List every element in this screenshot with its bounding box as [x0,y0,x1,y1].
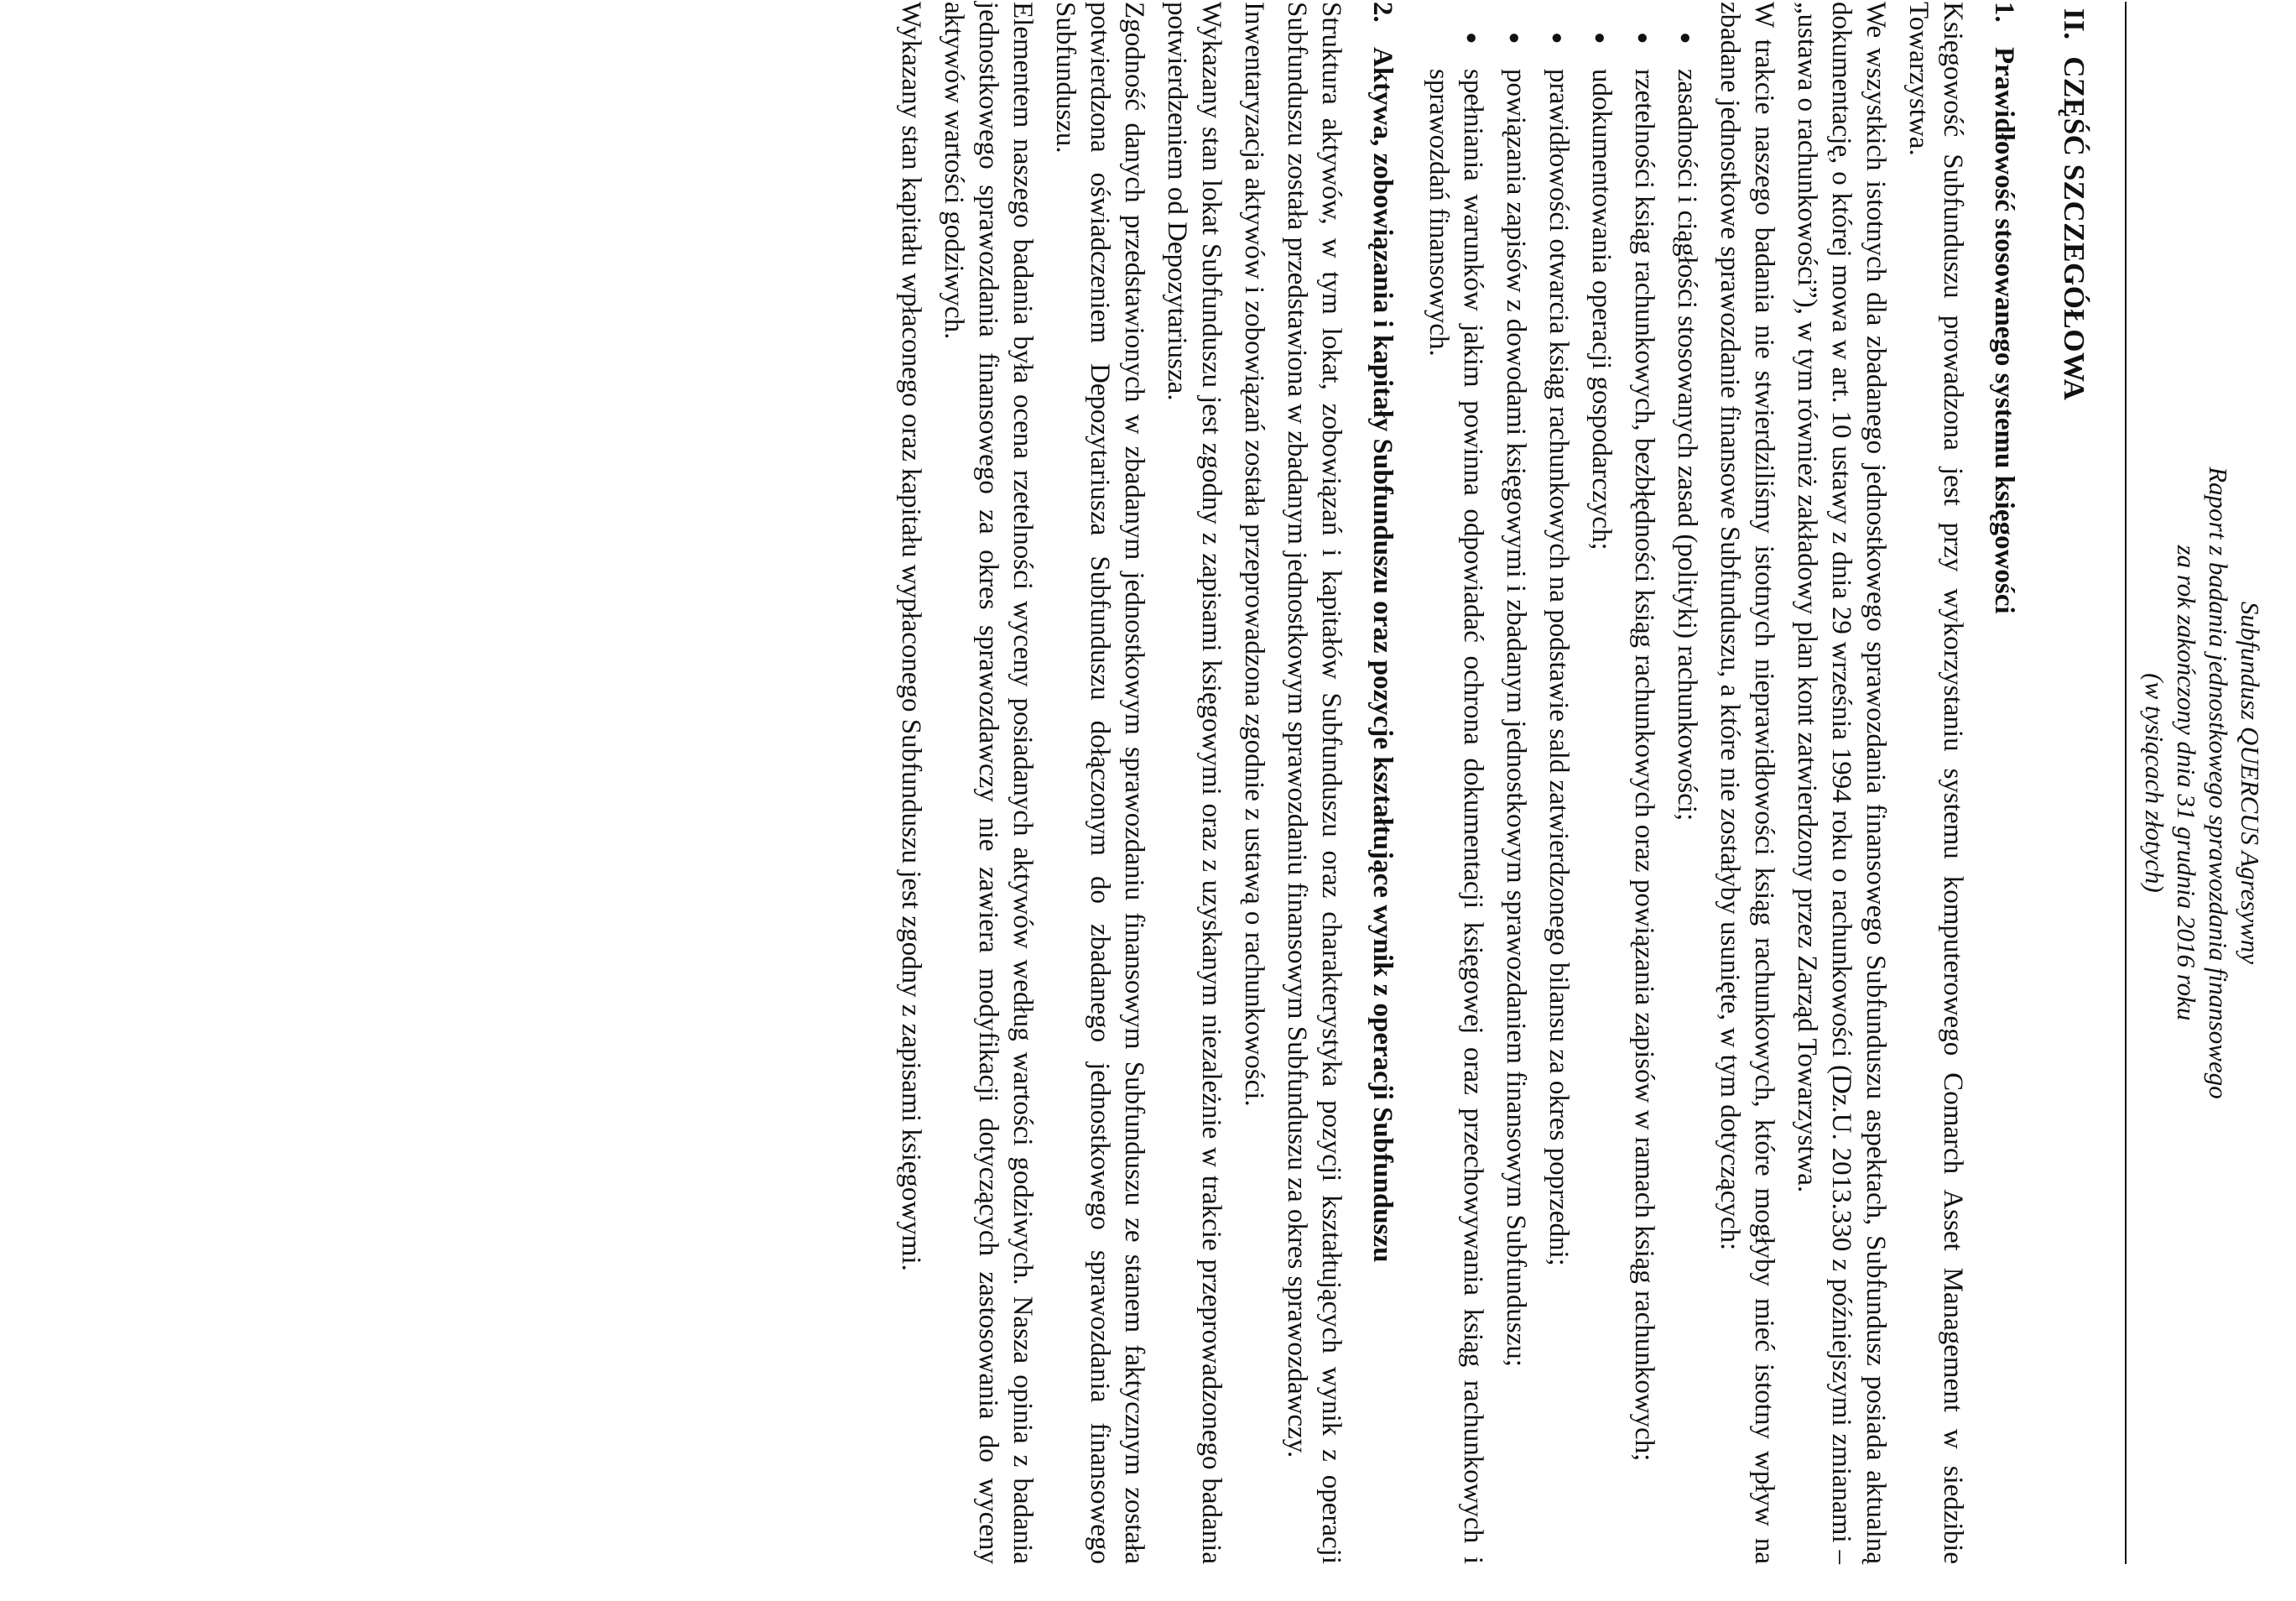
paragraph: Struktura aktywów, w tym lokat, zobowiązań i kapitałów Subfunduszu oraz charakterystyka pozycji kształtujących wynik z operacji Subfunduszu została przedstawiona w zbadanym jednostkowym sprawozdaniu finansowym Subfunduszu za okres sprawozdawczy. [1282,2,1346,1564]
section-number: 1. [1989,2,2019,23]
header-fund-name: Subfundusz QUERCUS Agresywny [2236,601,2265,965]
header-period: za rok zakończony dnia 31 grudnia 2016 roku [2172,545,2201,1021]
bullet-icon: ● [1632,32,1653,44]
bullet-icon: ● [1460,32,1482,44]
list-item: ● udokumentowania operacji gospodarczych; [1586,32,1617,550]
section-accounting-system [1421,2,2021,1564]
paragraph: Elementem naszego badania była ocena rzetelności wyceny posiadanych aktywów według wartości godziwych. Nasza opinia z badania jednostkowego sprawozdania finansowego za okres sprawozdawczy nie zawiera modyfikacji dotyczących zastosowania do wyceny aktywów wartości godziwych. [939,2,1038,1564]
part-title: CZĘŚĆ SZCZEGÓŁOWA [2058,56,2090,401]
list-item: ● zasadności i ciągłości stosowanych zasad (polityki) rachunkowości; [1672,32,1702,821]
header-report-title: Raport z badania jednostkowego sprawozdania finansowego [2204,467,2233,1099]
paragraph: We wszystkich istotnych dla zbadanego jednostkowego sprawozdania finansowego Subfunduszu aspektach, Subfundusz posiada aktualną dokumentację, o której mowa w art. 10 ustawy z dnia 29 września 1994 roku o rachunkowości (Dz.U. 2013.330 z późniejszymi zmianami – „ustawa o rachunkowości”), w tym również zakładowy plan kont zatwierdzony przez Zarząd Towarzystwa. [1792,2,1891,1564]
list-item: ● prawidłowości otwarcia ksiąg rachunkowych na podstawie sald zatwierdzonego bilansu za okres poprzedni; [1544,32,1574,1266]
bullet-icon: ● [1589,32,1611,44]
section-number: 2. [1367,2,1398,23]
list-item: ● rzetelności ksiąg rachunkowych, bezbłędności ksiąg rachunkowych oraz powiązania zapisów w ramach ksiąg rachunkowych; [1629,32,1659,1462]
header-divider [2125,2,2127,1564]
section-heading [1986,2,2021,1564]
paragraph: Księgowość Subfunduszu prowadzona jest przy wykorzystaniu systemu komputerowego Comarch Asset Management w siedzibie Towarzystwa. [1903,2,1968,1564]
part-heading [2056,8,2091,1564]
page-header [2138,2,2266,1564]
paragraph: W trakcie naszego badania nie stwierdziliśmy istotnych nieprawidłowości ksiąg rachunkowych, które mogłyby mieć istotny wpływ na zbadane jednostkowe sprawozdanie finansowe Subfunduszu, a które nie zostałyby usunięte, w tym dotyczących: [1715,2,1779,1564]
section-title: Aktywa, zobowiązania i kapitały Subfunduszu oraz pozycje kształtujące wynik z operacji Subfunduszu [1367,47,1398,1263]
bullet-list [1421,2,1704,1564]
section-title: Prawidłowość stosowanego systemu księgowości [1989,47,2019,614]
section-assets-liabilities [893,2,1399,1564]
paragraph: Wykazany stan lokat Subfunduszu jest zgodny z zapisami księgowymi oraz z uzyskanym niezależnie w trakcie przeprowadzonego badania potwierdzeniem od Depozytariusza. [1162,2,1226,1564]
bullet-icon: ● [1546,32,1568,44]
header-units: (w tysiącach złotych) [2140,673,2169,893]
paragraph: Zgodność danych przedstawionych w zbadanym jednostkowym sprawozdaniu finansowym Subfunduszu ze stanem faktycznym została potwierdzona oświadczeniem Depozytariusza Subfunduszu dołączonym do zbadanego jednostkowego sprawozdania finansowego Subfunduszu. [1050,2,1149,1564]
section-heading [1365,2,1399,1564]
bullet-icon: ● [1674,32,1696,44]
paragraph: Inwentaryzacja aktywów i zobowiązań została przeprowadzona zgodnie z ustawą o rachunkowości. [1239,2,1269,1107]
part-number: II. [2058,8,2090,40]
list-item: ● powiązania zapisów z dowodami księgowymi i zbadanym jednostkowym sprawozdaniem finansowym Subfunduszu; [1501,32,1531,1368]
paragraph: Wykazany stan kapitału wpłaconego oraz kapitału wypłaconego Subfunduszu jest zgodny z zapisami księgowymi. [896,2,926,1271]
list-item: ● spełniania warunków jakim powinna odpowiadać ochrona dokumentacji księgowej oraz przechowywania ksiąg rachunkowych i sprawozdań finansowych. [1424,32,1488,1564]
bullet-icon: ● [1503,32,1525,44]
